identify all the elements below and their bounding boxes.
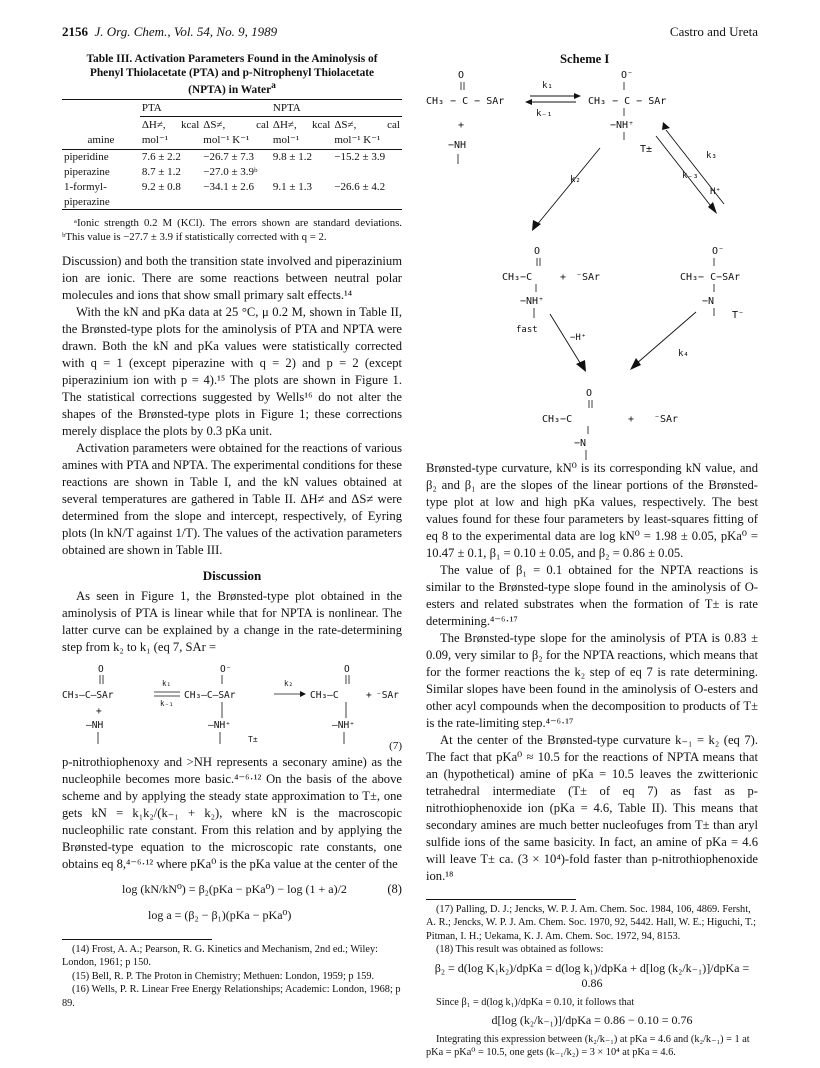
scheme-o: O: [458, 70, 465, 81]
eq7-product: CH₃—C: [310, 690, 339, 702]
eq7-ominus: O⁻: [220, 664, 232, 676]
journal-citation: J. Org. Chem., Vol. 54, No. 9, 1989: [94, 24, 278, 39]
scheme-title: Scheme I: [560, 52, 610, 66]
scheme-k1: k₁: [542, 81, 553, 91]
eq7-thiolate: ⁻SAr: [376, 690, 399, 702]
scheme-ester: CH₃ − C − SAr: [426, 96, 505, 107]
footnote-rule: [426, 899, 576, 900]
footnote: (18) This result was obtained as follows:: [436, 944, 604, 956]
scheme-acyl-product: CH₃−C: [502, 272, 533, 283]
svg-text:O⁻: O⁻: [712, 246, 725, 257]
scheme-km1: k₋₁: [536, 109, 553, 119]
svg-text:−N: −N: [702, 296, 715, 307]
svg-text:+: +: [560, 272, 567, 283]
body-paragraph: p-nitrothiophenoxy and >NH represents a seconary amine) as the nucleophile becomes more basic.⁴⁻⁶·¹² On the basis of the above scheme and by applying the steady state approximation to T±, one gets kN = k₁k₂/(k₋₁ + k₂), where kN is the macroscopic nucleophilic rate constant. From this relation and by applying the Brønsted-type equation to the microscopic rate constants, one obtains eq 8,⁴⁻⁶·¹² where pKa⁰ is the pKa value at the center of the: [62, 755, 402, 872]
scheme-k3: k₃: [706, 151, 717, 161]
page-number: 2156: [62, 24, 88, 39]
scheme-tminus: T⁻: [732, 310, 745, 321]
svg-text:−N: −N: [574, 438, 587, 449]
eq7-o: O: [98, 664, 104, 676]
col-head: ΔH≠, kcal mol⁻¹: [272, 119, 331, 147]
body-paragraph: Discussion) and both the transition state involved and piperazinium ion are ionic. There are some reactions between neutral polar molecules and ions that show small primary salt effects.¹⁴: [62, 253, 402, 302]
svg-text:−NH⁺: −NH⁺: [610, 120, 635, 131]
group-head-npta: NPTA: [271, 99, 402, 117]
activation-parameters-table: [62, 99, 402, 211]
table-caption: Table III. Activation Parameters Found in the Aminolysis of Phenyl Thiolacetate (PTA) and p-Nitrophenyl Thiolacetate (NPTA) in Water$^a$: [86, 53, 378, 96]
col-head: ΔS≠, cal mol⁻¹ K⁻¹: [203, 119, 269, 147]
scheme-anionic-intermediate: CH₃− C−SAr: [680, 272, 741, 283]
svg-text:+: +: [458, 120, 465, 131]
scheme-k4: k₄: [678, 349, 689, 359]
footnote: (16) Wells, P. R. Linear Free Energy Relationships; Academic: London, 1968; p 89.: [62, 984, 401, 1009]
eq7-scheme: [62, 662, 402, 754]
left-column: [62, 52, 402, 1010]
scheme-final-product: CH₃−C: [542, 414, 573, 425]
svg-text:−NH⁺: −NH⁺: [520, 296, 545, 307]
eq8-line2: log a = (β₂ − β₁)(pKa − pKa⁰): [148, 908, 292, 923]
svg-text:O: O: [344, 664, 350, 676]
section-heading: Discussion: [202, 567, 262, 583]
table-notes: ᵃIonic strength 0.2 M (KCl). The errors shown are standard deviations. ᵇThis value is −27.7 ± 3.9 if statistically corrected with q = 2.: [62, 217, 402, 244]
body-paragraph: The value of β₁ = 0.1 obtained for the NPTA reactions is similar to the Brønsted-type slope found in the aminolysis of O-esters and related substrates when the formation of T± is rate determining.⁴⁻⁶·¹⁷: [426, 563, 758, 628]
author-header: Castro and Ureta: [669, 24, 758, 39]
svg-text:—NH⁺: —NH⁺: [208, 720, 231, 732]
footnote: (17) Palling, D. J.; Jencks, W. P. J. Am. Chem. Soc. 1984, 106, 4869. Fersht, A. R.; Jencks, W. P. J. Am. Chem. Soc. 1970, 92, 5442. Hall, W. E.; Higuchi, T.; Pitman, I. H.; Uekama, K. J. Am. Chem. Soc. 1972, 94, 8153.: [426, 904, 756, 942]
scheme-k2: k₂: [570, 175, 581, 185]
eq7-k1: k₁: [162, 679, 172, 689]
eq7-amine: —NH: [86, 720, 104, 732]
table-row: piperazine 8.7 ± 1.2 −27.0 ± 3.9ᵇ: [64, 165, 258, 178]
equation-7: [62, 662, 402, 754]
svg-text:⁻SAr: ⁻SAr: [654, 414, 679, 425]
svg-text:—NH⁺: —NH⁺: [332, 720, 355, 732]
svg-text:+: +: [366, 690, 372, 702]
body-paragraph: Brønsted-type curvature, kN⁰ is its corresponding kN value, and β₂ and β₁ are the slopes of the linear portions of the Brønsted-type plot at low and high pKa values, respectively. The best values found for these four parameters by least-squares fitting of eq 8 to the experimental data are log kN⁰ = 1.98 ± 0.05, pKa⁰ = 10.47 ± 0.1, β₁ = 0.10 ± 0.05, and β₂ = 0.86 ± 0.05.: [426, 461, 758, 560]
body-paragraph: The Brønsted-type slope for the aminolysis of PTA is 0.83 ± 0.09, very similar to β₂ for the NPTA reactions, which means that for the former reactions the k₂ step of eq 7 is rate determining. Similar slopes have been found in the aminolysis of O-esters and other acyl compounds when the decomposition to products of T± is the rate-limiting step.⁴⁻⁶·¹⁷: [426, 631, 758, 730]
eq8-line1: log (kN/kN⁰) = β₂(pKa − pKa⁰) − log (1 + a)/2: [122, 882, 347, 897]
eq7-tpm: T±: [248, 735, 258, 745]
footnote-equation: β₂ = d(log K₁k₂)/dpKa = d(log k₁)/dpKa + d[log (k₂/k₋₁)]/dpKa = 0.86: [434, 960, 750, 991]
scheme-km3: k₋₃: [682, 171, 699, 181]
col-head: ΔS≠, cal mol⁻¹ K⁻¹: [334, 119, 400, 147]
eq7-ester: CH₃—C—SAr: [62, 690, 114, 702]
scheme-amine: −NH: [448, 140, 467, 151]
svg-text:O: O: [534, 246, 541, 257]
body-paragraph: As seen in Figure 1, the Brønsted-type plot obtained in the aminolysis of PTA is linear while that for NPTA is nonlinear. The latter curve can be explained by a change in the rate-determining step from k₂ to k₁ (eq 7, SAr =: [62, 589, 402, 655]
footnote: (15) Bell, R. P. The Proton in Chemistry; Methuen: London, 1959; p 159.: [72, 970, 375, 982]
body-paragraph: Activation parameters were obtained for the reactions of various amines with PTA and NPTA. The experimental conditions for these reactions are shown in Table I, and the kN values obtained at several temperatures are gathered in Table II. ΔH≠ and ΔS≠ were determined from the slope and intercept, respectively, of Eyring plots (ln kN/T against 1/T). The values of the activation parameters obtained are shown in Table III.: [62, 440, 402, 557]
body-paragraph: With the kN and pKa data at 25 °C, μ 0.2 M, shown in Table II, the Brønsted-type plots for the aminolysis of PTA and NPTA were drawn. Both the kN and pKa values were statistically corrected with q = 1 (except piperazine with q = 2) and p = 2 (except piperazinium ion with p = 4).¹⁵ The plots are shown in Figure 1. The statistical corrections suggested by Wells¹⁶ do not alter the shapes of the Brønsted-type plots in Figure 1; these corrections merely displace the plots by 0.3 pKa unit.: [62, 304, 402, 438]
eq7-km1: k₋₁: [160, 699, 174, 709]
footnote-rule: [62, 939, 212, 940]
running-header: [62, 24, 277, 40]
equation-number: (7): [389, 740, 402, 753]
equation-number: (8): [387, 882, 402, 897]
eq7-intermediate: CH₃—C—SAr: [184, 690, 236, 702]
svg-text:+: +: [96, 706, 102, 718]
table-row: piperidine 7.6 ± 2.2 −26.7 ± 7.3 9.8 ± 1.2 −15.2 ± 3.9: [64, 151, 386, 164]
scheme-fast: fast: [516, 325, 538, 335]
svg-text:O⁻: O⁻: [621, 70, 634, 81]
svg-text:−H⁺: −H⁺: [570, 333, 587, 343]
right-column: [426, 460, 758, 1059]
amine-head: amine: [87, 134, 115, 147]
svg-text:O: O: [586, 388, 593, 399]
table-row: 1-formyl-piperazine 9.2 ± 0.8 −34.1 ± 2.6 9.1 ± 1.3 −26.6 ± 4.2: [62, 180, 402, 210]
footnote: Integrating this expression between (k₂/k₋₁) at pKa = 4.6 and (k₂/k₋₁) = 1 at pKa = pKa⁰ = 10.5, one gets (k₋₁/k₂) = 3 × 10⁴ at pKa = 4.6.: [426, 1033, 750, 1059]
footnote-equation: d[log (k₂/k₋₁)]/dpKa = 0.86 − 0.10 = 0.76: [491, 1013, 693, 1028]
scheme-hplus: H⁺: [710, 187, 721, 197]
footnote: Since β₁ = d(log k₁)/dpKa = 0.10, it follows that: [436, 996, 635, 1008]
scheme-sar-anion: ⁻SAr: [576, 272, 601, 283]
group-head-pta: PTA: [140, 99, 271, 117]
scheme-tpm: T±: [640, 144, 653, 155]
footnote: (14) Frost, A. A.; Pearson, R. G. Kinetics and Mechanism, 2nd ed.; Wiley: London, 1961; p 150.: [62, 944, 378, 969]
scheme-i-diagram: [424, 66, 764, 466]
scheme-intermediate: CH₃ − C − SAr: [588, 96, 667, 107]
body-paragraph: At the center of the Brønsted-type curvature k₋₁ = k₂ (eq 7). The fact that pKa⁰ ≈ 10.5 for the reactions of NPTA means that an (hypothetical) amine of pKa = 10.5 leaves the zwitterionic tetrahedral intermediate (T± of eq 7) as fast as p-nitrothiophenoxide ion (pKa = 4.6, Table II). This means that secondary amines are much better nucleofuges from T± than aryl sulfide ions of the same basicity. In fact, an amine of pKa = 4.6 will leave T± ca. (3 × 10⁴)-fold faster than p-nitrothiophenoxide ion.¹⁸: [426, 733, 758, 883]
svg-text:+: +: [628, 414, 635, 425]
col-head: ΔH≠, kcal mol⁻¹: [141, 119, 200, 147]
equation-8: [62, 873, 402, 933]
eq7-k2: k₂: [284, 679, 294, 689]
